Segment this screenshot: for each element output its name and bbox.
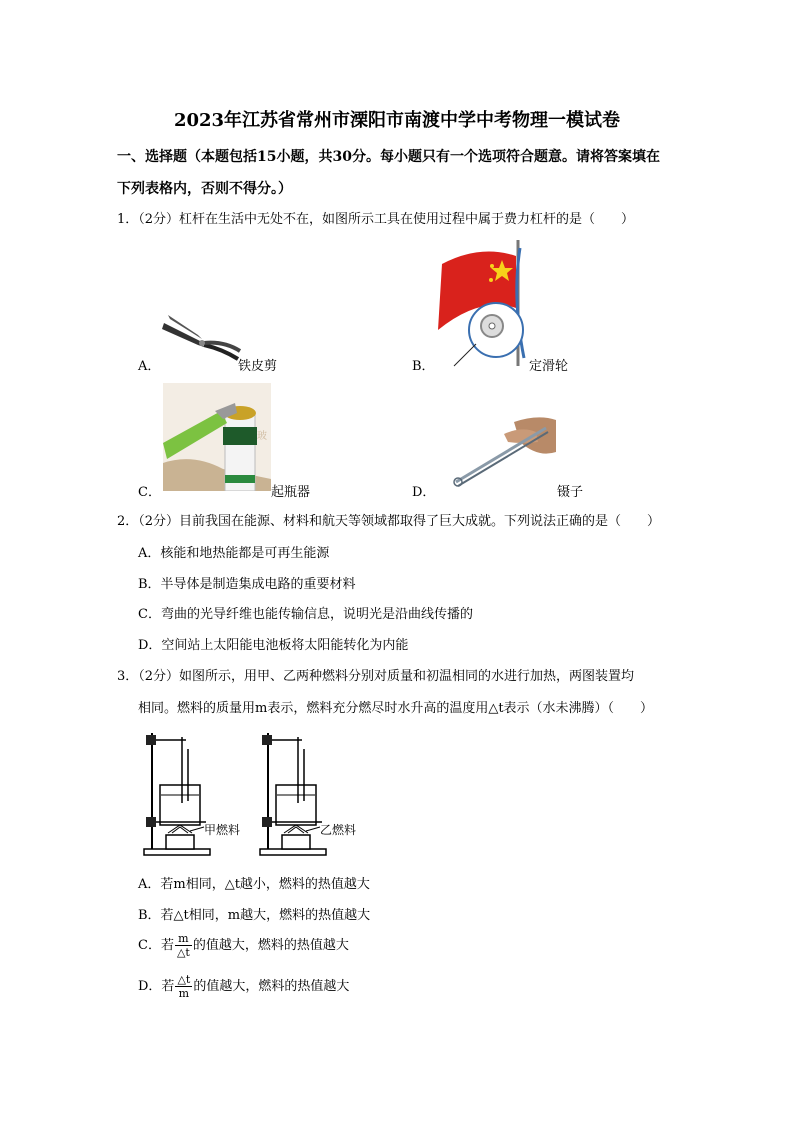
fraction-denominator: △t bbox=[176, 946, 190, 959]
q3-stem-line2: 相同。燃料的质量用m表示，燃料充分燃尽时水升高的温度用△t表示（水未沸腾）（ ） bbox=[138, 701, 654, 716]
section-heading-line2: 下列表格内，否则不得分。） bbox=[117, 181, 292, 197]
q3-option-d-suffix: 的值越大，燃料的热值越大 bbox=[193, 979, 350, 994]
q1-option-a-caption: 铁皮剪 bbox=[238, 359, 278, 374]
fuel-yi-label: 乙燃料 bbox=[320, 823, 357, 837]
q1-option-d-caption: 镊子 bbox=[557, 485, 584, 500]
q1-option-b-caption: 定滑轮 bbox=[529, 359, 569, 374]
tweezers-image bbox=[452, 412, 558, 490]
q3-option-c bbox=[138, 932, 349, 959]
q3-option-a: A．若m相同，△t越小，燃料的热值越大 bbox=[138, 877, 370, 892]
apparatus-jia-image bbox=[138, 727, 250, 859]
q1-option-d-letter: D． bbox=[412, 485, 436, 500]
fraction-denominator: m bbox=[178, 987, 190, 1000]
q3-option-c-fraction bbox=[175, 932, 192, 959]
q2-option-c: C．弯曲的光导纤维也能传输信息，说明光是沿曲线传播的 bbox=[138, 607, 473, 622]
svg-text:玻: 玻 bbox=[257, 431, 267, 442]
q3-stem-line1: 3．（2分）如图所示，用甲、乙两种燃料分别对质量和初温相同的水进行加热，两图装置均 bbox=[117, 669, 635, 684]
q3-option-d-prefix: D．若 bbox=[138, 979, 175, 994]
section-heading-line1: 一、选择题（本题包括15小题，共30分。每小题只有一个选项符合题意。请将答案填在 bbox=[117, 149, 660, 165]
q1-option-c-caption: 起瓶器 bbox=[271, 485, 311, 500]
flag-pulley-image bbox=[436, 238, 530, 370]
q1-option-a-letter: A． bbox=[138, 359, 161, 374]
fraction-numerator: △t bbox=[177, 973, 191, 986]
tin-snips-image bbox=[160, 315, 242, 363]
fuel-jia-label: 甲燃料 bbox=[204, 823, 241, 837]
q2-option-b: B．半导体是制造集成电路的重要材料 bbox=[138, 577, 356, 592]
bottle-opener-image bbox=[163, 383, 271, 491]
q2-option-a: A．核能和地热能都是可再生能源 bbox=[138, 546, 330, 561]
apparatus-yi-image bbox=[254, 727, 366, 859]
fraction-numerator: m bbox=[175, 932, 192, 946]
q3-option-c-prefix: C．若 bbox=[138, 938, 174, 953]
q3-option-d bbox=[138, 973, 349, 1000]
q3-option-d-fraction bbox=[175, 973, 192, 1000]
q3-option-b: B．若△t相同，m越大，燃料的热值越大 bbox=[138, 908, 371, 923]
page-title: 2023年江苏省常州市溧阳市南渡中学中考物理一模试卷 bbox=[173, 110, 621, 131]
q2-option-d: D．空间站上太阳能电池板将太阳能转化为内能 bbox=[138, 638, 409, 653]
q3-option-c-suffix: 的值越大，燃料的热值越大 bbox=[192, 938, 349, 953]
q1-option-c-letter: C． bbox=[138, 485, 161, 500]
q1-option-b-letter: B． bbox=[412, 359, 435, 374]
q2-stem: 2．（2分）目前我国在能源、材料和航天等领域都取得了巨大成就。下列说法正确的是（ ） bbox=[117, 514, 661, 529]
q1-stem: 1．（2分）杠杆在生活中无处不在，如图所示工具在使用过程中属于费力杠杆的是（ ） bbox=[117, 212, 635, 227]
